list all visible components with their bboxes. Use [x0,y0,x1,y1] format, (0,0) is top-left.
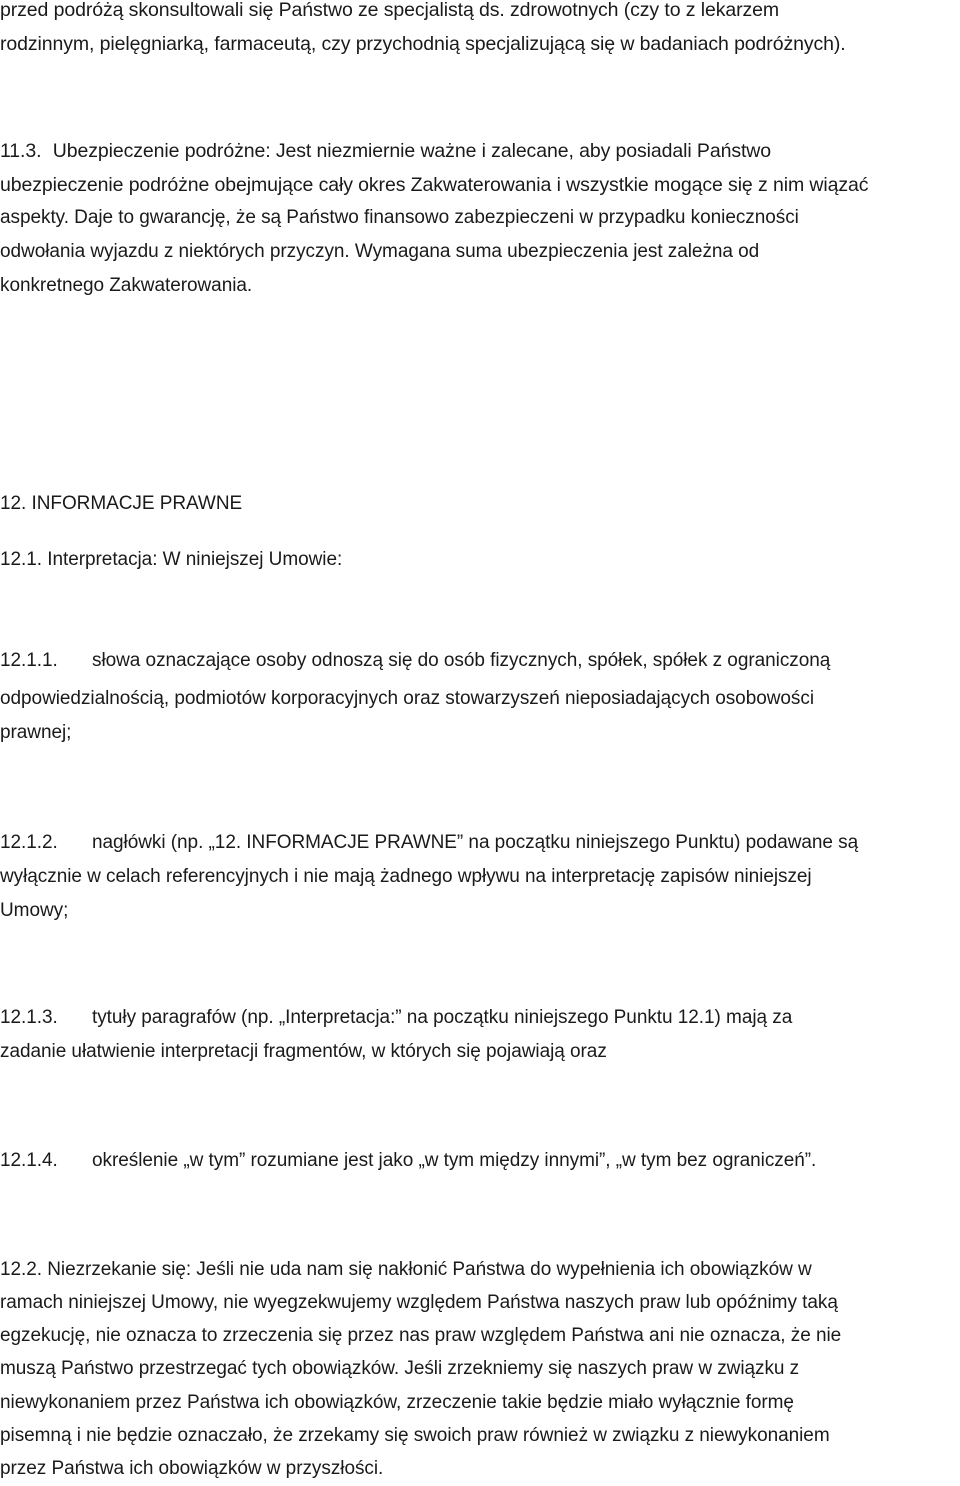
paragraph-text: Ubezpieczenie podróżne: Jest niezmiernie ważne i zalecane, aby posiadali Państwo [52,140,772,162]
text-line: odpowiedzialnością, podmiotów korporacyjnych oraz stowarzyszeń nieposiadających osobowości [0,688,814,709]
text-line: prawnej; [0,722,72,743]
paragraph-number: 12.1.1. [0,650,58,671]
text-line: ubezpieczenie podróżne obejmujące cały okres Zakwaterowania i wszystkie mogące się z nim wiązać [0,174,869,196]
paragraph-11-3-line-1 [0,134,771,168]
text-line: muszą Państwo przestrzegać tych obowiązków. Jeśli zrzekniemy się naszych praw w związku z [0,1358,800,1379]
paragraph-text: tytuły paragrafów (np. „Interpretacja:” na początku niniejszego Punktu 12.1) mają za [92,1007,793,1028]
text-line: pisemną i nie będzie oznaczało, że zrzekamy się swoich praw również w związku z niewykonaniem [0,1425,830,1446]
paragraph-12-1-2-line-1 [0,826,858,860]
text-line: aspekty. Daje to gwarancję, że są Państwo finansowo zabezpieczeni w przypadku konieczności [0,207,799,228]
text-line: ramach niniejszej Umowy, nie wyegzekwujemy względem Państwa naszych praw lub opóźnimy taką [0,1292,838,1313]
text-line: odwołania wyjazdu z niektórych przyczyn. Wymagana suma ubezpieczenia jest zależna od [0,241,760,262]
paragraph-number: 12.1.3. [0,1007,58,1028]
text-line: przed podróżą skonsultowali się Państwo ze specjalistą ds. zdrowotnych (czy to z lekarzem [0,0,780,21]
subsection-title: 12.1. Interpretacja: W niniejszej Umowie: [0,549,343,570]
text-line: zadanie ułatwienie interpretacji fragmentów, w których się pojawiają oraz [0,1041,607,1062]
paragraph-text: słowa oznaczające osoby odnoszą się do osób fizycznych, spółek, spółek z ograniczoną [92,650,831,671]
section-heading: 12. INFORMACJE PRAWNE [0,493,243,514]
paragraph-number: 12.1.4. [0,1150,58,1171]
text-line: wyłącznie w celach referencyjnych i nie mają żadnego wpływu na interpretację zapisów niniejszej [0,866,812,887]
paragraph-12-1-1-line-1 [0,644,830,678]
text-line: konkretnego Zakwaterowania. [0,275,253,296]
text-line: egzekucję, nie oznacza to zrzeczenia się przez nas praw względem Państwa ani nie oznacza, że nie [0,1325,842,1346]
text-line: 12.2. Niezrzekanie się: Jeśli nie uda nam się nakłonić Państwa do wypełnienia ich obowiązków w [0,1259,812,1280]
text-line: przez Państwa ich obowiązków w przyszłości. [0,1458,384,1479]
paragraph-12-1-4-line-1 [0,1144,816,1178]
text-line: niewykonaniem przez Państwa ich obowiązków, zrzeczenie takie będzie miało wyłącznie formę [0,1392,794,1413]
paragraph-12-1-3-line-1 [0,1001,792,1035]
paragraph-number: 12.1.2. [0,832,58,853]
text-line: Umowy; [0,900,69,921]
paragraph-number: 11.3. [0,140,42,162]
paragraph-text: nagłówki (np. „12. INFORMACJE PRAWNE” na początku niniejszego Punktu) podawane są [92,832,859,853]
paragraph-text: określenie „w tym” rozumiane jest jako „w tym między innymi”, „w tym bez ograniczeń”. [92,1150,817,1171]
text-line: rodzinnym, pielęgniarką, farmaceutą, czy przychodnią specjalizującą się w badaniach podróżnych). [0,33,846,55]
